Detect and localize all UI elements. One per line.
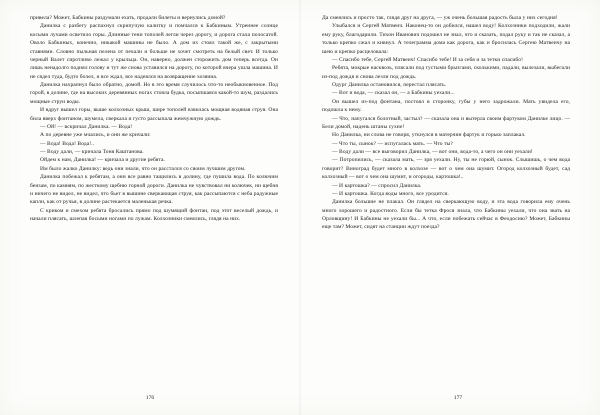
paragraph: — Спасибо тебе, Сергей Матвеич! Спасибо тебе! И за себя и за тетки спасибо! — [332, 56, 524, 63]
right-page-text-column — [322, 14, 570, 232]
paragraph: Данилка побежал к ребятам, а они все равно тащились в долину, где пушила вода. По колючим бензам, по камням, по жесткому щебню горной дороги. Данилка не чувствовал ни колючек, ни щебня и ничего не видел, не видел, что бьет в вышине сверкающая струя, как рассыпаются с неба радужные капли, как от ручья, в долине растекается маленькая речка. — [30, 174, 278, 206]
paragraph: И вдруг вышел горы, выше колхозных крыш, шире тополей взвилась мощная водяная струя. Она била вверх фонтаном, шумела, сверкала и густо рассыпала жемчужную дождь. — [30, 107, 278, 122]
paragraph: привела? Может, Бабкины раздумали ехать, продали билеты и вернулись домой? — [30, 15, 226, 21]
paragraph: — Вот и вода, — сказал он, — а Бабкины уехали... — [332, 90, 455, 97]
paragraph: — Потропились, — сказала мать, — зря уехали. Ну, ты не горюй, сынок. Слышишь, о чем вода говорит? Виноград будет много в колхозе — вот о чем она шумит. Огород колхозный будет, сад колхозный — вот о чем она шумит, и огороды, картошка!.. — [322, 157, 570, 181]
paragraph: Ребята, мокрые насквозь, плясали под густыми брызгами, сколькими, падали, вылезали, выбегали из-под дождя и снова лезли под дождь. — [322, 65, 570, 80]
paragraph: Данилка большие не плакал. Он глядел на сверкающую воду, и эта вода говорила ему очень много хорошего и радостного. Если бы тетка Фрося знала, что Бабкины уехали, что она звать на Орловщину! И Бабкины не уехали бы... А что, если побежать сейчас в Феодосию? Может, Бабкины еще там? Может, сидят на станции ждут поезда? — [322, 199, 570, 231]
paragraph: — Что, напугался болотный, застыл? — сказала она и вытерла своим фартуком Данилке лицо. — Бели домой, надень штаны сухие! — [322, 115, 570, 130]
paragraph: — Воду дали, — кричала Тоня Каштанова. — [40, 149, 144, 155]
paragraph: А по деревне уже мчались, и они же кричали: — [40, 132, 151, 139]
paragraph: Одург Данилка остановился, перестал плясать. — [332, 82, 447, 88]
paragraph: Им было жалко Данилку: ведь они знали, что он расстался со своим лучшим другом. — [40, 165, 246, 172]
left-page-text-column — [30, 14, 278, 223]
paragraph: Ойдем к нам, Данилка! — кричала и другие ребята. — [40, 157, 165, 164]
paragraph: — Ой! — вскричал Данилка. — Вода! — [40, 123, 133, 130]
paragraph: Улыбался и Сергей Матвеич. Наконец-то он добился, нашел воду! Колхозники подходили, жали ему руку, благодарили. Тихон Иванович подошел не знал, что и сказать, подал руку и так не сказал, а только крепко сжал и кивнул. А телеграмма дома как дорога, как и бросилась Сергею Матвеичу на шею и крепко расцеловала: — [322, 23, 570, 55]
paragraph: Да смеялись и просто так, глядя друг на друга, — уж очень большая радость была у них сегодня! — [322, 15, 558, 21]
paragraph: Данилка нахрапнул было обратно, домой. Но в это время случилось что-то необыкновенное. Под горой, в долине, где на высоких деревянных ногах стояла будка, посыпшаяся какой-то шум, раздались мощные струи воды. — [30, 82, 278, 105]
paragraph: — Что ты, сынок? — испугалась мать. — Что ты? — [332, 140, 453, 147]
paragraph: — И картошка? — спросил Данилка. — [332, 182, 422, 189]
page-number: 176 — [145, 395, 155, 401]
paragraph: — Вода! Вода! Вода!.. — [40, 140, 95, 147]
page-number: 177 — [453, 395, 463, 401]
paragraph: С криком и смехом ребята бросались прямо под шумящий фонтан, под этот веселый дождь, и начали плясать, шлепая босыми ногами по лужам. Колхозники смеялись, глядя на них. — [30, 207, 278, 222]
paragraph: Он вышел из-под фонтана, постоял в сторонку, губы у него задрожали. Мать увидела его, подошла к нему. — [322, 98, 570, 114]
paragraph: — И картошка. Когда воды много, все уродится. — [332, 190, 449, 197]
paragraph: Но Данилка, ни слова не говоря, уткнулся в матерчин фартук и горько заплакал. — [332, 132, 526, 139]
right-page — [300, 0, 600, 415]
paragraph: Данилка с разбегу распахнул скрипучую калитку и помчался к Бабкиным. Утреннее солнце косыми лучами осветило горы. Длинные тени тополей легли через дорогу, и дорога стала полосатой. Около Бабкиных, конечно, никакой машины не было. А дом их стоял такой же, с закрытыми ставнями. Словно пыльная пелена от печали и больше не хочет смотреть на белый свет. И только черный Валет сиротливо лежал у крыльца. Он, наверно, должен сторожить дом теперь всегда. Он лишь ненадолго поднял голову и тут же снова уставился на дорогу, по которой вчера ушла машина. И не сядел туда, будто болел, и все ждал, все надеялся на возвращение хозяина. — [30, 23, 278, 80]
paragraph: — Воду дали — все выговорил Данилка, — вот они, вода-то, а чего он они уехали! — [332, 149, 533, 155]
